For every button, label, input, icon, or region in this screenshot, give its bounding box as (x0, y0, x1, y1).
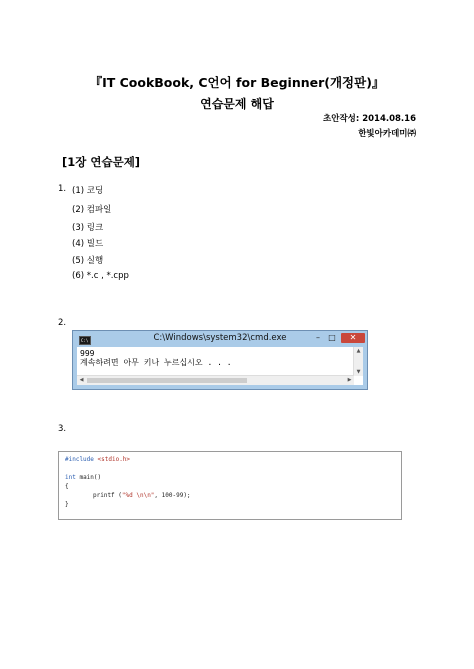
answer-item: (1) 코딩 (72, 186, 104, 196)
horizontal-scrollbar[interactable] (77, 375, 354, 385)
section-heading: [1장 연습문제] (62, 155, 141, 169)
answer-item: (2) 컴파일 (72, 205, 112, 215)
console-titlebar[interactable] (73, 331, 367, 347)
code-line: int main() (65, 474, 102, 481)
question-1-number: 1. (58, 184, 67, 194)
question-2-number: 2. (58, 318, 67, 328)
maximize-button[interactable]: □ (328, 333, 336, 342)
minimize-button[interactable]: – (316, 333, 320, 342)
code-box (58, 451, 402, 520)
console-output-area[interactable] (77, 347, 363, 385)
document-title: 『IT CookBook, C언어 for Beginner(개정판)』 (89, 75, 385, 90)
console-output-line: 계속하려면 아무 키나 누르십시오 . . . (80, 358, 232, 367)
draft-date: 초안작성: 2014.08.16 (323, 114, 416, 124)
answer-item: (5) 실행 (72, 256, 104, 266)
vertical-scrollbar[interactable] (353, 347, 363, 376)
publisher: 한빛아카데미㈜ (358, 129, 416, 139)
console-window (72, 330, 368, 390)
document-subtitle: 연습문제 해답 (200, 97, 274, 111)
code-line: } (65, 501, 69, 508)
scroll-right-icon[interactable]: ▶ (347, 377, 352, 383)
answer-item: (3) 링크 (72, 223, 104, 233)
console-title: C:\Windows\system32\cmd.exe (153, 333, 287, 343)
code-line: printf ("%d \n\n", 100-99); (93, 492, 191, 499)
scroll-down-icon[interactable]: ▼ (356, 369, 361, 375)
scrollbar-thumb[interactable] (87, 378, 247, 383)
code-line: { (65, 483, 69, 490)
answer-item: (6) *.c , *.cpp (72, 271, 129, 281)
code-line: #include <stdio.h> (65, 456, 131, 463)
scroll-left-icon[interactable]: ◀ (79, 377, 84, 383)
console-icon: C:\ (79, 336, 91, 345)
question-3-number: 3. (58, 424, 67, 434)
console-output-line: 999 (80, 349, 95, 358)
close-button[interactable]: ✕ (341, 333, 365, 343)
answer-item: (4) 빌드 (72, 239, 104, 249)
console-output (80, 349, 232, 367)
scroll-up-icon[interactable]: ▲ (356, 348, 361, 354)
